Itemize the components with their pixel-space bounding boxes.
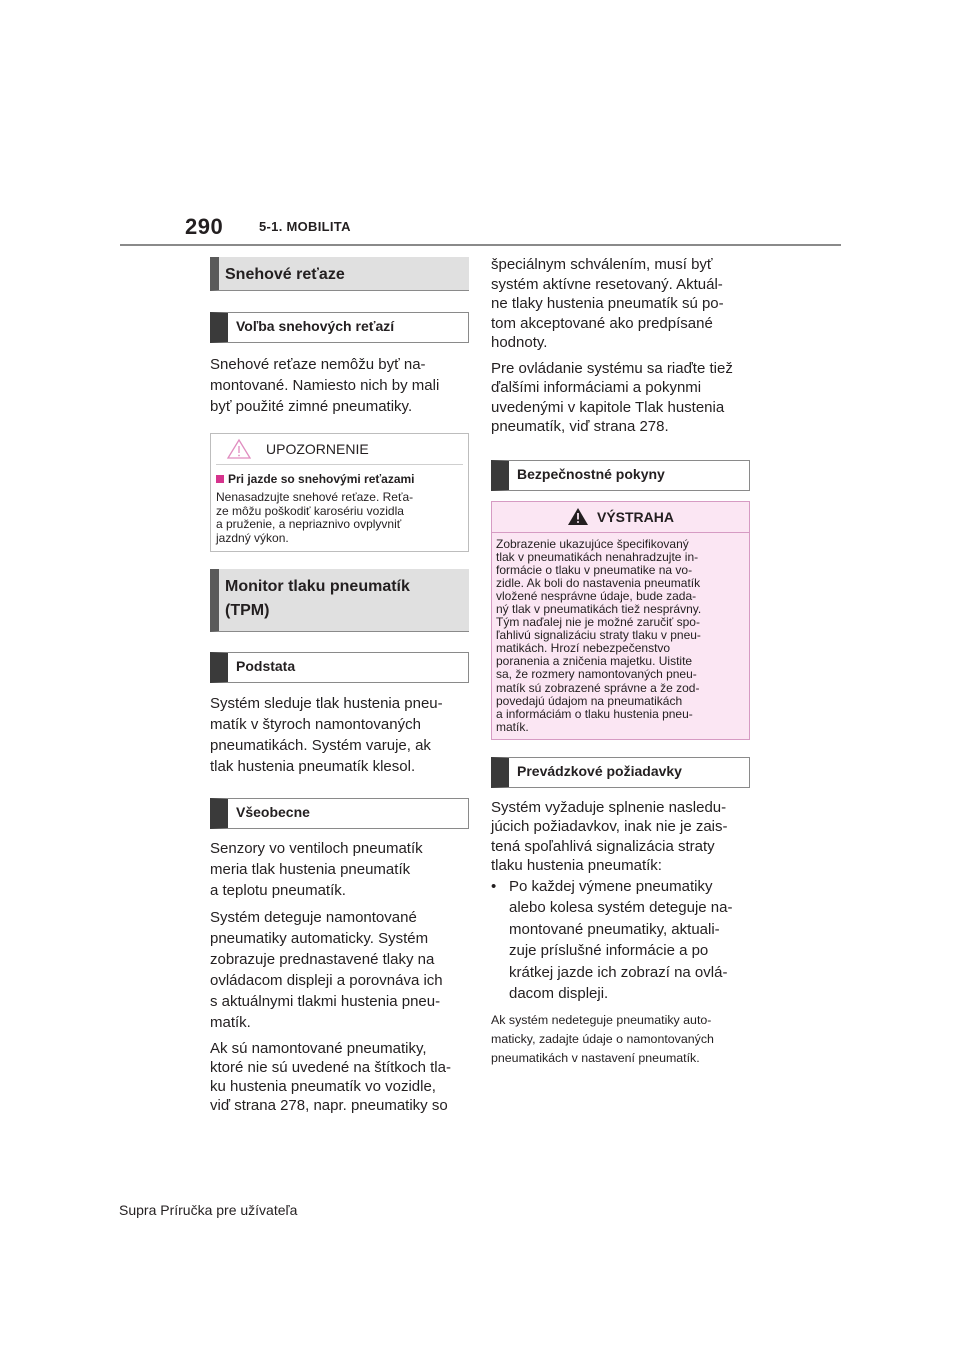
heading-safety — [491, 460, 750, 491]
heading-general-text: Všeobecne — [236, 804, 310, 820]
footer-manual-title: Supra Príručka pre užívateľa — [119, 1202, 298, 1218]
text-line: systém aktívne resetovaný. Aktuál- — [491, 275, 723, 293]
header-rule — [120, 244, 841, 246]
warning-header — [492, 502, 749, 533]
bullet-dot-icon: • — [491, 877, 497, 895]
text-line: Senzory vo ventiloch pneumatík — [210, 840, 423, 857]
heading-operation — [491, 757, 750, 788]
text-line: Snehové reťaze nemôžu byť na- — [210, 356, 426, 373]
text-line: ze môžu poškodiť karosériu vozidla — [216, 503, 404, 518]
text-line: montované pneumatiky, aktuali- — [509, 920, 720, 938]
paragraph-requirements — [491, 798, 750, 876]
text-line: Pre ovládanie systému sa riaďte tiež — [491, 359, 733, 377]
heading-principle — [210, 652, 469, 683]
section-title: 5-1. MOBILITA — [259, 219, 351, 234]
warning-triangle-icon — [226, 438, 252, 460]
text-line: Nenasadzujte snehové reťaze. Reťa- — [216, 490, 414, 504]
heading-snow-chain-choice-text: Voľba snehových reťazí — [236, 318, 395, 334]
text-line: tlak v pneumatikách nenahradzujte in- — [496, 549, 699, 564]
text-line: júcich požiadavkov, inak nie je zais- — [491, 818, 728, 836]
text-line: sa, že rozmery namontovaných pneu- — [496, 667, 697, 682]
bullet-item — [491, 876, 750, 1005]
caution-header — [216, 434, 463, 465]
text-line: Po každej výmene pneumatiky — [509, 877, 713, 895]
caution-subtitle-text: Pri jazde so snehovými reťazami — [228, 472, 415, 486]
heading-safety-text: Bezpečnostné pokyny — [517, 465, 665, 482]
text-line: tom akceptované ako predpísané — [491, 314, 713, 332]
text-line: tlaku hustenia pneumatík: — [491, 857, 662, 875]
text-line: vložené nesprávne údaje, bude zada- — [496, 588, 697, 603]
text-line: byť použité zimné pneumatiky. — [210, 398, 413, 415]
text-line: viď strana 278, napr. pneumatiky so — [210, 1097, 448, 1114]
text-line: meria tlak hustenia pneumatík — [210, 861, 411, 878]
heading-general — [210, 798, 469, 829]
text-line: matík v štyroch namontovaných — [210, 716, 421, 733]
text-line: pneumatiky automaticky. Systém — [210, 930, 429, 947]
text-line: Zobrazenie ukazujúce špecifikovaný — [496, 536, 689, 551]
right-column — [491, 257, 750, 1068]
warning-title: VÝSTRAHA — [596, 508, 674, 525]
text-line: Ak sú namontované pneumatiky, — [210, 1040, 427, 1057]
text-line: matikách. Hrozí nebezpečenstvo — [496, 641, 671, 656]
text-line: povedajú údajom na pneumatikách — [496, 693, 683, 708]
text-line: maticky, zadajte údaje o namontovaných — [491, 1031, 714, 1046]
text-line: ľahlivú signalizáciu straty tlaku v pneu- — [496, 628, 701, 643]
heading-snow-chain-choice — [210, 312, 469, 343]
heading-snow-chains-text: Snehové reťaze — [225, 266, 345, 283]
text-line: zuje príslušné informácie a po — [509, 942, 709, 960]
text-line: alebo kolesa systém deteguje na- — [509, 899, 733, 917]
text-line: jazdný výkon. — [216, 530, 289, 545]
text-line: pneumatík, viď strana 278. — [491, 418, 669, 435]
text-line: pneumatikách. Systém varuje, ak — [210, 737, 431, 754]
caution-subtitle — [216, 471, 463, 487]
text-line: zidle. Ak boli do nastavenia pneumatík — [496, 575, 701, 590]
text-line: hodnoty. — [491, 334, 548, 351]
text-line: tená spoľahlivá signalizácia straty — [491, 837, 715, 855]
text-line: pneumatikách v nastavení pneumatík. — [491, 1050, 700, 1065]
caution-box — [210, 433, 469, 552]
heading-tpm-line: (TPM) — [225, 602, 270, 619]
text-line: matík. — [210, 1014, 251, 1031]
left-column — [210, 257, 469, 1115]
page-number: 290 — [185, 214, 224, 239]
text-line: Ak systém nedeteguje pneumatiky auto- — [491, 1012, 712, 1027]
square-bullet-icon — [216, 475, 224, 483]
text-line: poranenia a zničenia majetku. Uistite — [496, 654, 693, 669]
paragraph-note — [491, 1011, 750, 1068]
paragraph-general-2 — [210, 907, 469, 1033]
paragraph-general-3 — [210, 1039, 469, 1115]
paragraph-general-1 — [210, 838, 469, 901]
heading-tpm-line: Monitor tlaku pneumatík — [225, 578, 410, 595]
warning-box — [491, 501, 750, 740]
warning-triangle-icon — [567, 507, 589, 526]
text-line: matík. — [496, 719, 529, 734]
text-line: Systém deteguje namontované — [210, 909, 417, 926]
text-line: uvedenými v kapitole Tlak hustenia — [491, 398, 725, 416]
text-line: ný tlak v pneumatikách tiež nesprávny. — [496, 601, 702, 616]
text-line: ku hustenia pneumatík vo vozidle, — [210, 1078, 436, 1095]
text-line: krátkej jazde ich zobrazí na ovlá- — [509, 963, 728, 981]
text-line: ovládacom displeji a porovnáva ich — [210, 972, 443, 989]
heading-principle-text: Podstata — [236, 658, 296, 674]
caution-title: UPOZORNENIE — [266, 441, 369, 457]
heading-tpm — [210, 569, 469, 632]
text-line: Systém vyžaduje splnenie nasledu- — [491, 798, 727, 816]
paragraph-snow-chains — [210, 354, 469, 417]
heading-snow-chains — [210, 257, 469, 291]
text-line: ktoré nie sú uvedené na štítkoch tla- — [210, 1059, 451, 1076]
text-line: a informáciám o tlaku hustenia pneu- — [496, 706, 693, 721]
text-line: zobrazuje prednastavené tlaky na — [210, 951, 435, 968]
heading-operation-text: Prevádzkové požiadavky — [517, 762, 682, 779]
paragraph-principle — [210, 693, 469, 777]
text-line: Tým naďalej nie je možné zaručiť spo- — [496, 615, 700, 630]
text-line: ďalšími informáciami a pokynmi — [491, 379, 702, 396]
text-line: ne tlaky hustenia pneumatík sú po- — [491, 295, 724, 312]
paragraph-continued-2 — [491, 359, 750, 437]
text-line: s aktuálnymi tlakmi hustenia pneu- — [210, 993, 441, 1010]
text-line: matík sú zobrazené správne a že zod- — [496, 680, 700, 695]
text-line: špeciálnym schválením, musí byť — [491, 256, 713, 273]
text-line: formácie o tlaku v pneumatike na vo- — [496, 562, 693, 577]
text-line: Systém sleduje tlak hustenia pneu- — [210, 695, 443, 712]
warning-text — [496, 538, 744, 734]
text-line: a teplotu pneumatík. — [210, 882, 346, 899]
paragraph-continued-1 — [491, 255, 750, 353]
text-line: tlak hustenia pneumatík klesol. — [210, 758, 416, 775]
text-line: a pruženie, a nepriaznivo ovplyvniť — [216, 517, 402, 531]
text-line: montované. Namiesto nich by mali — [210, 377, 440, 394]
text-line: dacom displeji. — [509, 985, 609, 1003]
caution-text — [216, 491, 463, 545]
